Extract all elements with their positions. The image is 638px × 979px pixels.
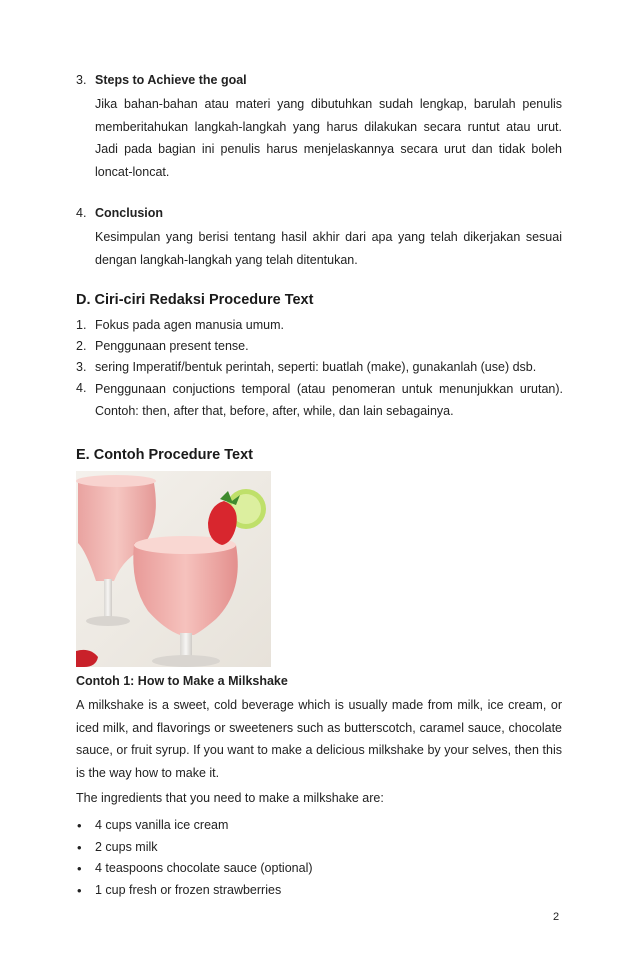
list-item bbox=[76, 336, 563, 357]
list-item-number: 2. bbox=[76, 339, 87, 353]
list-item bbox=[76, 357, 563, 378]
example-intro: A milkshake is a sweet, cold beverage which is usually made from milk, ice cream, or iced milk, and flavorings or sweeteners such as butterscotch, caramel sauce, chocolate sauce, or fruit syrup. If you want to make a delicious milkshake by your selves, then this is the way how to make it. bbox=[76, 698, 562, 780]
list-item-text: Penggunaan present tense. bbox=[95, 339, 249, 353]
list-item-number: 3. bbox=[76, 360, 87, 374]
list-item-number: 4. bbox=[76, 381, 87, 395]
ingredient-text: 4 cups vanilla ice cream bbox=[95, 818, 229, 832]
list-item-text: Penggunaan conjuctions temporal (atau penomeran untuk menunjukkan urutan). Contoh: then, after that, before, after, while, dan lain sebagainya. bbox=[95, 382, 563, 418]
bullet-icon: • bbox=[77, 818, 82, 833]
ingredient-text: 4 teaspoons chocolate sauce (optional) bbox=[95, 861, 313, 875]
bullet-icon: • bbox=[77, 883, 82, 898]
step3-number: 3. bbox=[76, 73, 87, 87]
section-e-heading: E. Contoh Procedure Text bbox=[76, 447, 253, 463]
step4-title: Conclusion bbox=[95, 206, 164, 220]
list-item bbox=[76, 315, 563, 336]
ingredients-lead: The ingredients that you need to make a milkshake are: bbox=[76, 791, 384, 805]
list-item-number: 1. bbox=[76, 318, 87, 332]
bullet-icon: • bbox=[77, 861, 82, 876]
list-item-text: sering Imperatif/bentuk perintah, seperti: buatlah (make), gunakanlah (use) dsb. bbox=[95, 360, 537, 374]
list-item bbox=[76, 378, 563, 422]
step4-text: Kesimpulan yang berisi tentang hasil akhir dari apa yang telah dikerjakan sesuai dengan langkah-langkah yang telah ditentukan. bbox=[95, 230, 562, 267]
section-d-heading: D. Ciri-ciri Redaksi Procedure Text bbox=[76, 292, 314, 308]
step3-title: Steps to Achieve the goal bbox=[95, 73, 247, 87]
ingredient-text: 1 cup fresh or frozen strawberries bbox=[95, 883, 282, 897]
example-title: Contoh 1: How to Make a Milkshake bbox=[76, 674, 288, 688]
step3-text: Jika bahan-bahan atau materi yang dibutuhkan sudah lengkap, barulah penulis memberitahukan langkah-langkah yang harus dilakukan secara runtut atau urut. Jadi pada bagian ini penulis harus menjelaskannya secara urut dan tidak boleh loncat-loncat. bbox=[95, 97, 562, 179]
bullet-icon: • bbox=[77, 840, 82, 855]
milkshake-photo bbox=[76, 471, 271, 667]
ingredient-text: 2 cups milk bbox=[95, 840, 158, 854]
page-number: 2 bbox=[553, 911, 560, 923]
step4-number: 4. bbox=[76, 206, 87, 220]
list-item-text: Fokus pada agen manusia umum. bbox=[95, 318, 284, 332]
